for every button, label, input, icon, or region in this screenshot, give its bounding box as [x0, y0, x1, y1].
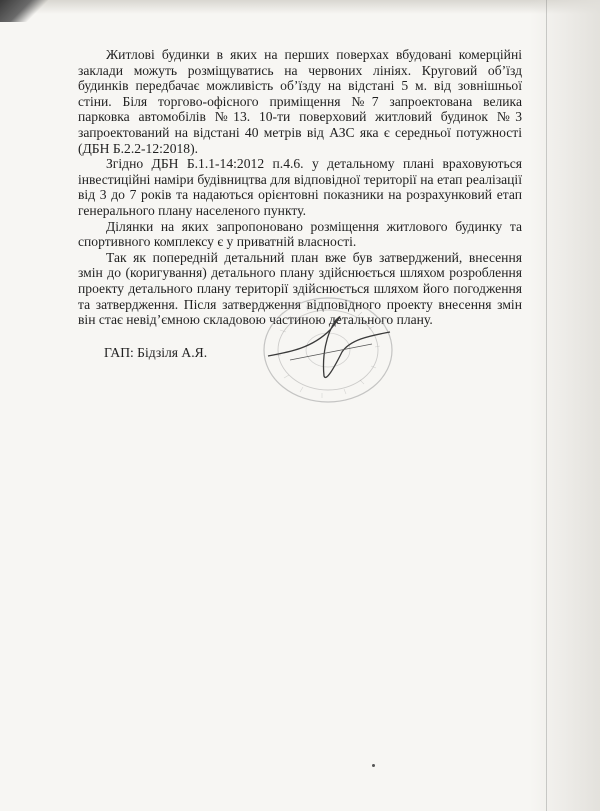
paragraph-dbn-plan: Згідно ДБН Б.1.1-14:2012 п.4.6. у детальному плані враховуються інвестиційні наміри будівництва для відповідної території на етап реалізації від 3 до 7 років та надаються орієнтовні показники на розрахунковий етап генерального плану населеного пункту.	[78, 156, 522, 218]
signature-line: ГАП: Бідзіля А.Я.	[104, 345, 208, 360]
paragraph-approval: Так як попередній детальний план вже був затверджений, внесення змін до (коригування) детального плану здійснюється шляхом розроблення проекту детального плану території здійснюється шляхом його погодження та затвердження. Після затвердження відповідного проекту внесення змін він стає невід’ємною складовою частиною детального плану.	[78, 249, 522, 328]
paragraph-buildings: Житлові будинки в яких на перших поверхах вбудовані комерційні заклади можуть розміщуватись на червоних лініях. Круговий об’їзд будинків передбачає можливість об’їзду на відстані 5 м. від зовнішньої стіни. Біля торгово-офісного приміщення №7 запроектована велика парковка автомобілів №13. 10-ти поверховий житловий будинок №3 запроектований на відстані 40 метрів від АЗС яка є середньої потужності (ДБН Б.2.2-12:2018).	[78, 47, 522, 156]
scan-speck	[372, 764, 375, 767]
scan-corner-shadow	[0, 0, 48, 22]
scan-shadow-right	[530, 0, 600, 811]
round-stamp-with-signature	[250, 290, 400, 408]
scan-shadow-top	[0, 0, 600, 14]
paragraph-private-land: Ділянки на яких запропоновано розміщення житлового будинку та спортивного комплексу є у приватній власності.	[78, 218, 522, 250]
document-body	[78, 47, 522, 328]
scan-fold-line	[546, 0, 547, 811]
